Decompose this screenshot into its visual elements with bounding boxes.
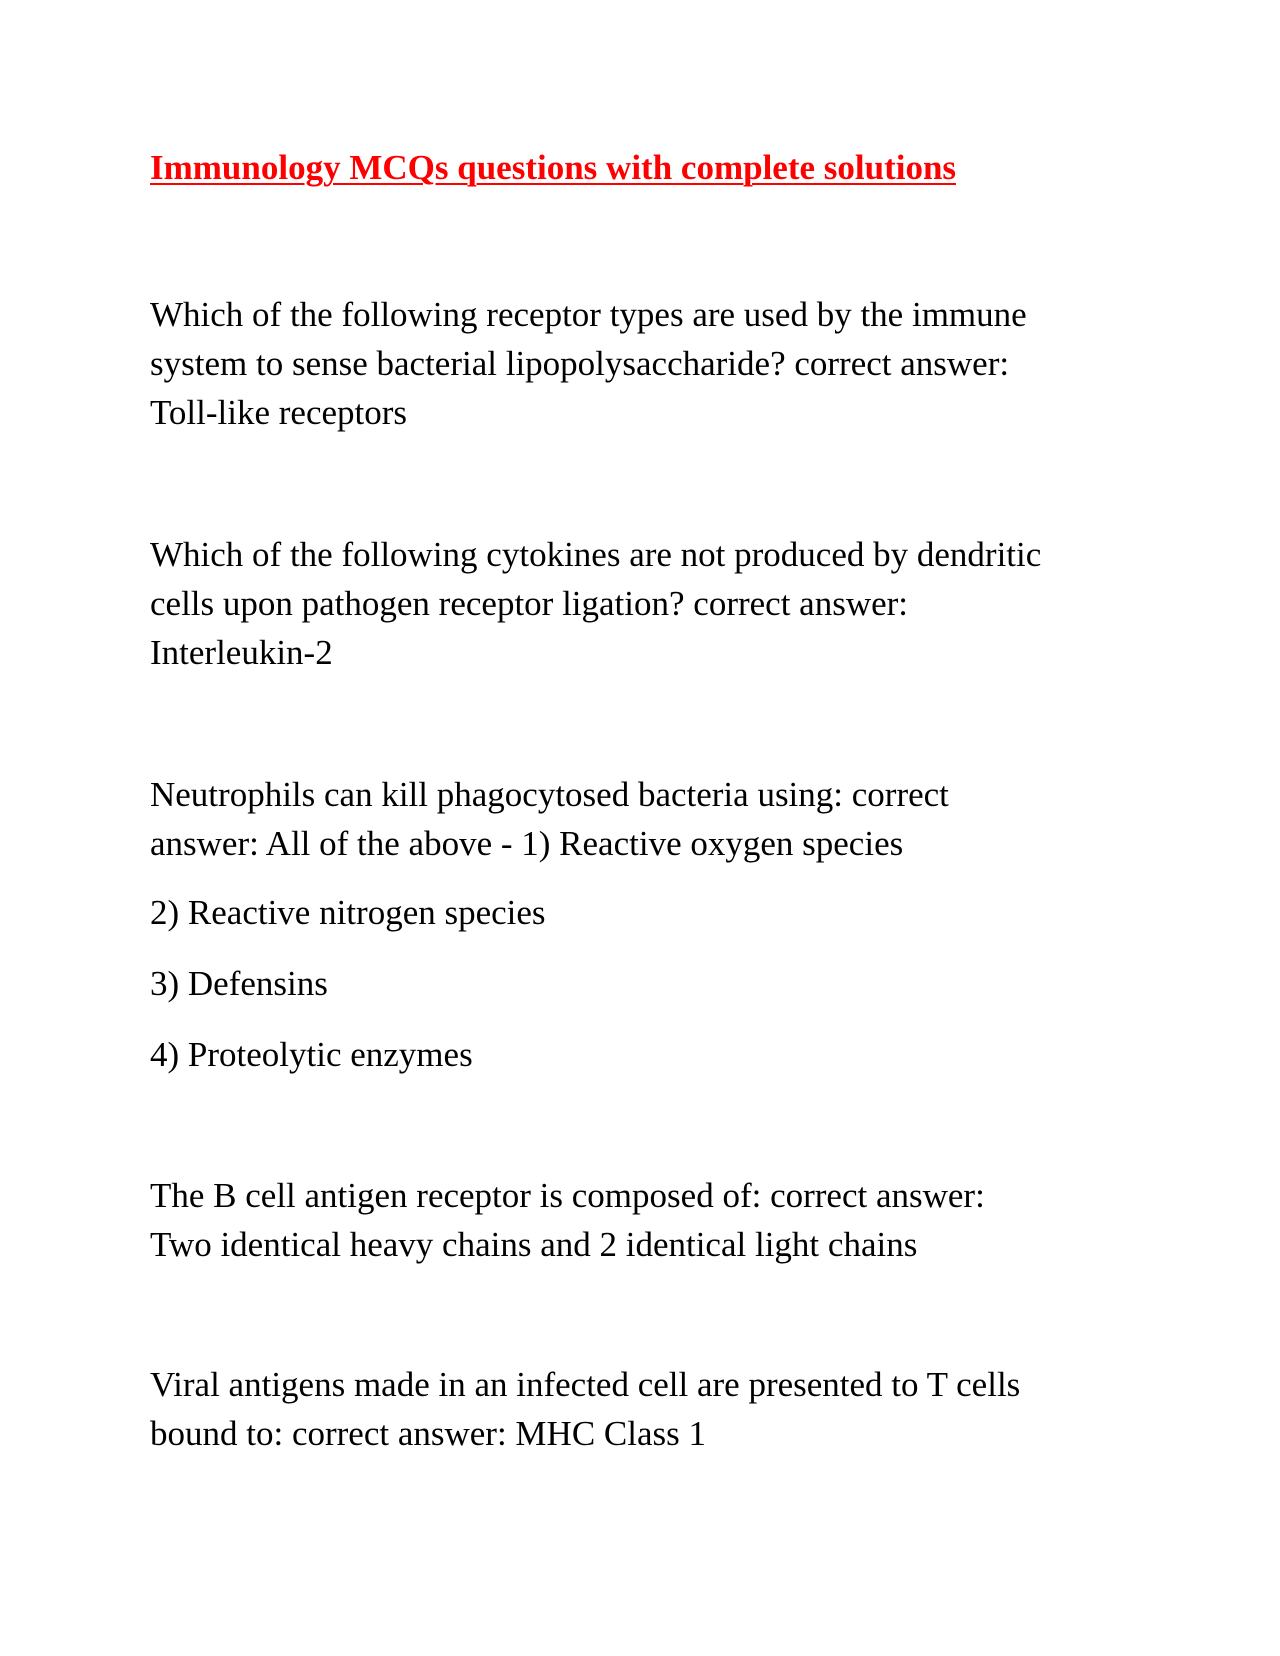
question-4 xyxy=(150,1171,1130,1269)
question-2-answer: Interleukin-2 xyxy=(150,633,333,672)
question-2-line-1: Which of the following cytokines are not produced by dendritic xyxy=(150,535,1042,574)
question-3-line-2: answer: All of the above - 1) Reactive oxygen species xyxy=(150,824,904,863)
question-1-line-2: system to sense bacterial lipopolysaccharide? correct answer: xyxy=(150,344,1010,383)
question-4-answer: Two identical heavy chains and 2 identical light chains xyxy=(150,1225,918,1264)
question-3 xyxy=(150,770,1130,868)
question-2 xyxy=(150,530,1130,677)
question-1-answer: Toll-like receptors xyxy=(150,393,408,432)
question-5 xyxy=(150,1360,1130,1458)
question-5-answer: bound to: correct answer: MHC Class 1 xyxy=(150,1414,707,1453)
question-3-list-item xyxy=(150,959,1130,1008)
document-title: Immunology MCQs questions with complete solutions xyxy=(150,148,957,187)
question-3-list-item xyxy=(150,888,1130,937)
question-3-item-3: 3) Defensins xyxy=(150,964,328,1003)
question-1 xyxy=(150,290,1130,437)
question-3-line-1: Neutrophils can kill phagocytosed bacteria using: correct xyxy=(150,775,949,814)
question-3-list-item xyxy=(150,1030,1130,1079)
question-1-line-1: Which of the following receptor types are used by the immune xyxy=(150,295,1027,334)
question-4-line-1: The B cell antigen receptor is composed of: correct answer: xyxy=(150,1176,985,1215)
question-5-line-1: Viral antigens made in an infected cell are presented to T cells xyxy=(150,1365,1021,1404)
question-2-line-2: cells upon pathogen receptor ligation? correct answer: xyxy=(150,584,909,623)
question-3-item-4: 4) Proteolytic enzymes xyxy=(150,1035,473,1074)
question-3-item-2: 2) Reactive nitrogen species xyxy=(150,893,546,932)
